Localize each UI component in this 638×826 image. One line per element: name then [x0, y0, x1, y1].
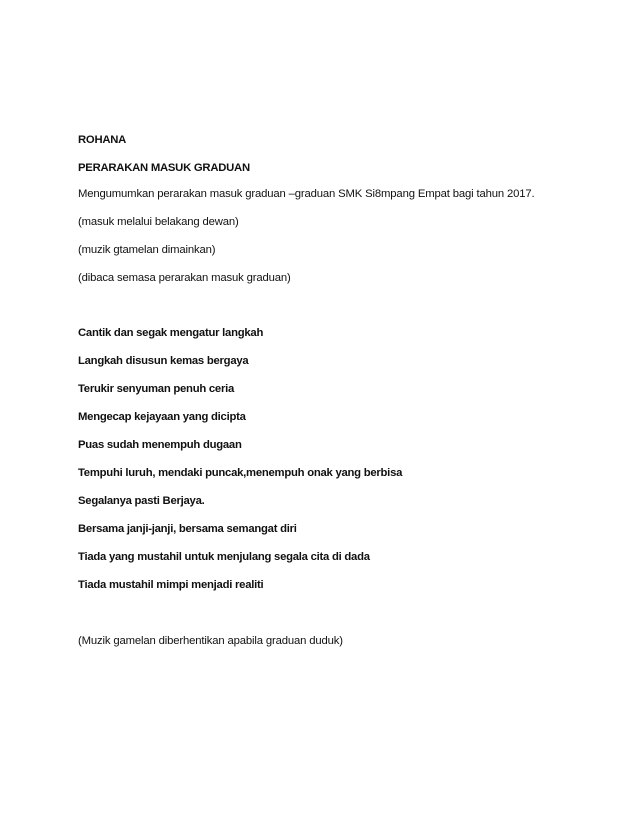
poem-line: Segalanya pasti Berjaya. — [78, 495, 205, 507]
poem-line: Langkah disusun kemas bergaya — [78, 355, 249, 367]
poem-line: Mengecap kejayaan yang dicipta — [78, 411, 246, 423]
author-name: ROHANA — [78, 134, 127, 146]
poem-line: Puas sudah menempuh dugaan — [78, 439, 242, 451]
closing-note: (Muzik gamelan diberhentikan apabila graduan duduk) — [78, 635, 343, 647]
poem-line: Cantik dan segak mengatur langkah — [78, 327, 264, 339]
poem-line: Bersama janji-janji, bersama semangat diri — [78, 523, 297, 535]
poem-line: Tiada mustahil mimpi menjadi realiti — [78, 579, 264, 591]
poem-line: Tempuhi luruh, mendaki puncak,menempuh onak yang berbisa — [78, 467, 403, 479]
poem-line: Tiada yang mustahil untuk menjulang segala cita di dada — [78, 551, 370, 563]
intro-line: (dibaca semasa perarakan masuk graduan) — [78, 272, 291, 284]
poem-line: Terukir senyuman penuh ceria — [78, 383, 235, 395]
document-title: PERARAKAN MASUK GRADUAN — [78, 162, 250, 174]
intro-line: (muzik gtamelan dimainkan) — [78, 244, 216, 256]
intro-line: Mengumumkan perarakan masuk graduan –graduan SMK Si8mpang Empat bagi tahun 2017. — [78, 188, 535, 200]
intro-line: (masuk melalui belakang dewan) — [78, 216, 239, 228]
